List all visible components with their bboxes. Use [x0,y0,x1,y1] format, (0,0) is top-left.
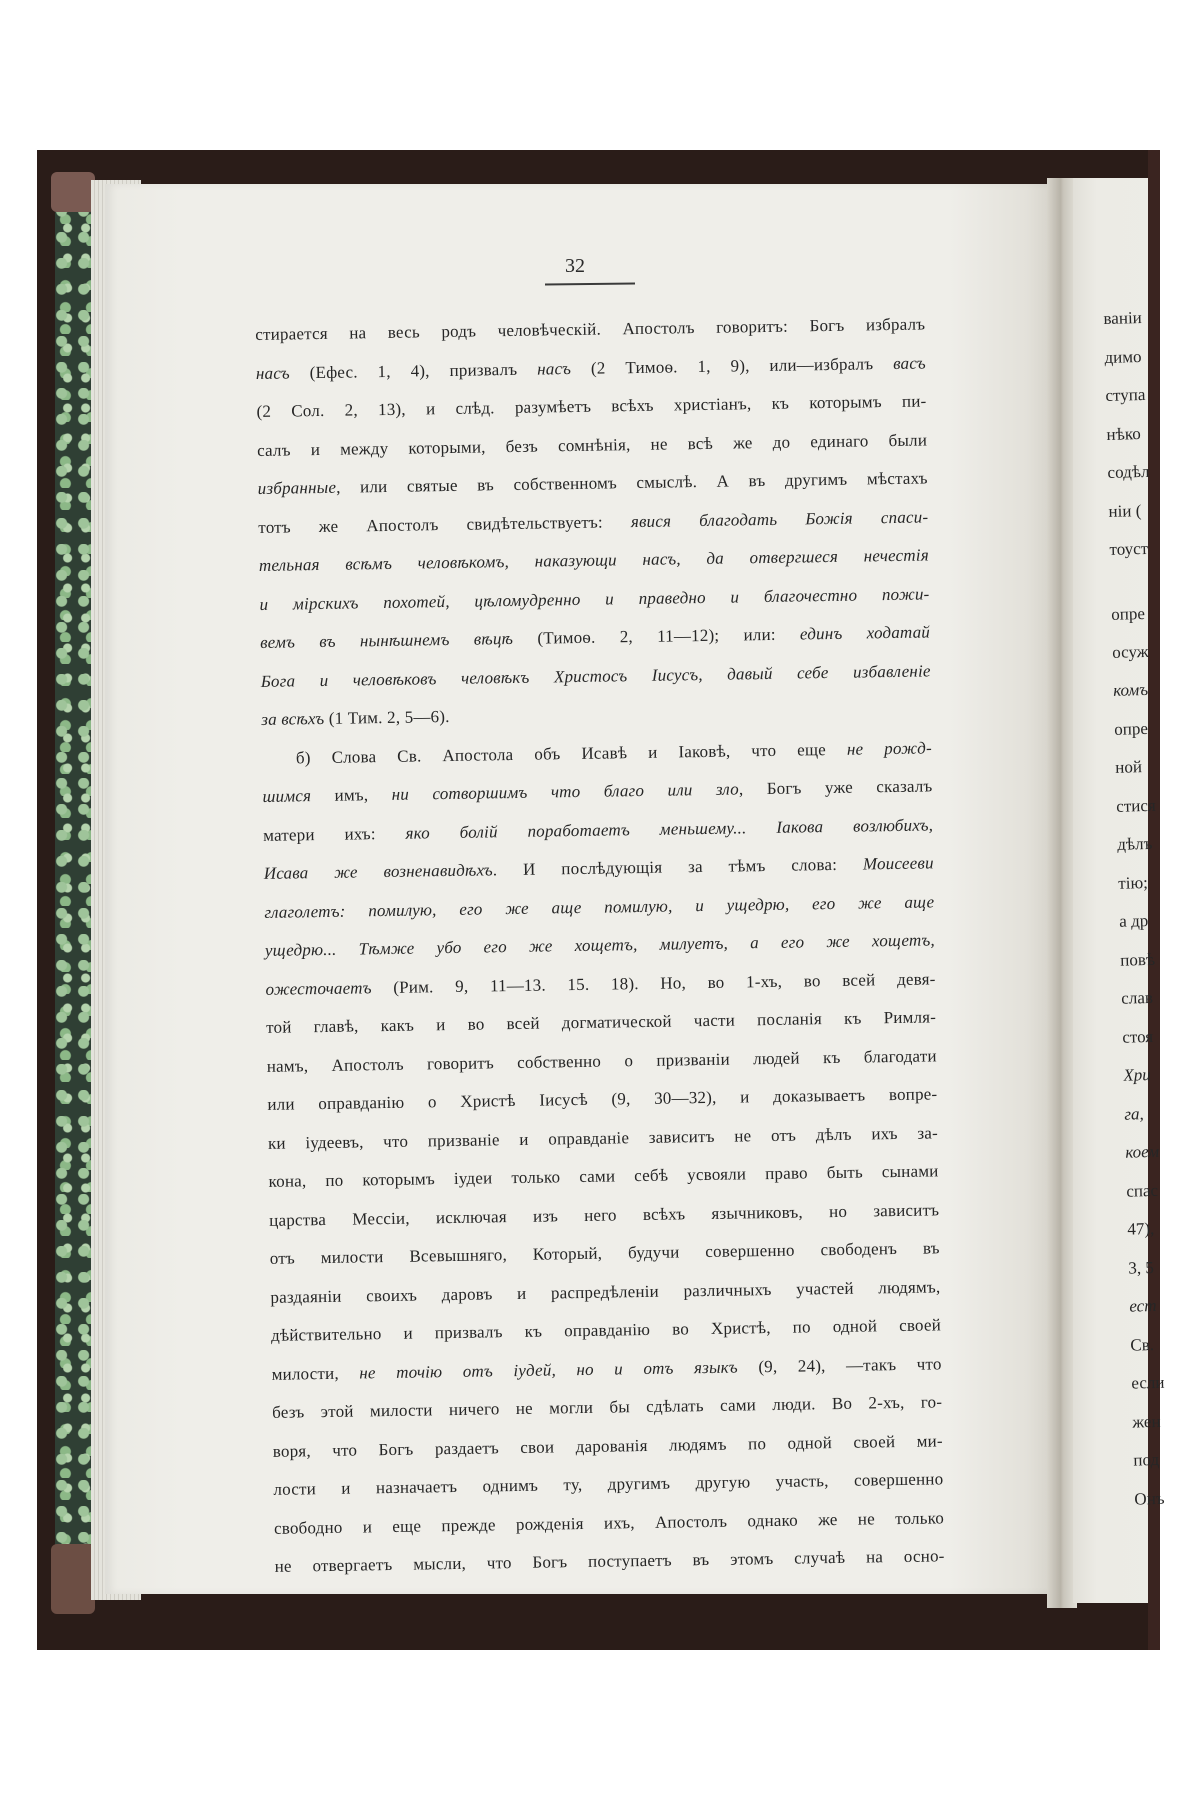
text-span: или оправданію о Христѣ Іисусѣ (9, 30—32), и доказываетъ вопре- [267,1084,938,1114]
text-span: отъ милости Всевышняго, Который, будучи совершенно свободенъ въ [269,1238,940,1268]
italic-quote: не рожд- [846,737,933,759]
italic-quote: шимся [262,786,312,806]
book-cover-corner-bottom [51,1544,95,1614]
fragment-line: опре [1113,718,1149,739]
text-span: тотъ же Апостолъ свидѣтельствуетъ: [258,511,632,537]
fragment-line: ніи ( [1108,500,1142,521]
text-span: салъ и между которыми, безъ сомнѣнія, не всѣ же до единаго были [256,429,928,460]
fragment-line: ной [1114,757,1143,777]
fragment-line: если [1131,1372,1165,1393]
text-span: б) Слова Св. Апостола объ Исавѣ и Іаковѣ, что еще [295,739,848,767]
italic-quote: избранные [257,477,337,498]
italic-quote: не точію отъ іудей, но и отъ языкъ [359,1357,739,1382]
text-span: безъ этой милости ничего не могли бы сдѣлать сами люди. Во 2-хъ, го- [272,1392,943,1422]
fragment-line: комъ [1112,679,1149,700]
text-span: , или святые въ собственномъ смыслѣ. А въ другимъ мѣстахъ [335,468,928,497]
fragment-line: содѣл [1107,461,1150,482]
fragment-line: стися [1115,795,1156,816]
text-span: (2 Тимоѳ. 1, 9), или—избралъ [570,353,894,378]
fragment-line: димо [1104,346,1142,367]
text-span: стирается на весь родъ человѣческій. Апостолъ говоритъ: Богъ избралъ [255,314,926,344]
fragment-line: дѣлъ [1117,833,1153,854]
text-span: матери ихъ: [263,823,406,845]
fragment-line: стоя [1122,1026,1154,1047]
italic-quote: ущедрю... Тѣмже убо его же хощетъ, милуетъ, а его же хощетъ, [264,930,936,960]
fragment-line: повѣ [1120,949,1156,970]
text-span: (9, 24), —такъ что [737,1353,942,1377]
italic-quote: ожесточаетъ [265,977,372,999]
text-span: той главѣ, какъ и во всей догматической части посланія къ Римля- [266,1007,937,1037]
fragment-line: 3, 5 [1128,1257,1155,1278]
text-span: имъ, [311,784,392,806]
fragment-line: га, [1124,1103,1144,1124]
text-span: свободно и еще прежде рожденія ихъ, Апостолъ однако же не только [273,1507,945,1538]
text-span: милости, [271,1362,360,1384]
text-span: ки іудеевъ, что призваніе и оправданіе зависитъ не отъ дѣлъ ихъ за- [267,1122,939,1153]
italic-quote: за всѣхъ [261,708,325,729]
italic-quote: и мірскихъ похотей, цѣломудренно и праведно и благочестно пожи- [259,583,930,614]
italic-quote: насъ [537,358,572,379]
text-span: кона, по которымъ іудеи только сами себѣ усвояли право быть сынами [268,1161,939,1191]
italic-quote: Исава же возненавидѣхъ [263,860,493,883]
fragment-line: Онъ [1134,1488,1165,1509]
fragment-line: жен [1132,1411,1161,1432]
text-span: (2 Сол. 2, 13), и слѣд. разумѣетъ всѣхъ христіанъ, къ которымъ пи- [256,391,927,421]
italic-quote: насъ [255,362,290,383]
text-span: (Тимоѳ. 2, 11—12); или: [512,624,801,648]
fragment-line: ест [1129,1295,1157,1316]
fragment-line: Св. [1130,1334,1155,1355]
fragment-line: ваніи [1103,307,1143,328]
fragment-line: нѣко [1106,423,1141,444]
italic-quote: Моисееви [862,853,934,874]
text-span: царства Мессіи, исключая изъ него всѣхъ язычниковъ, но зависитъ [269,1199,940,1230]
italic-quote: вемъ въ нынѣшнемъ вѣцѣ [259,628,514,652]
italic-quote: явися благодать Божія спаси- [630,506,929,531]
fragment-line: коем [1125,1141,1160,1162]
text-span: лости и назначаетъ однимъ ту, другимъ другую участь, совершенно [273,1469,944,1499]
italic-quote: васъ [892,352,926,373]
fragment-line: а др [1119,911,1149,931]
fragment-line: тію; [1118,872,1149,893]
italic-quote: единъ ходатай [799,622,931,644]
fragment-line: под [1133,1449,1160,1470]
text-span: намъ, Апостолъ говоритъ собственно о призваніи людей къ благодати [266,1045,937,1076]
fragment-line: ступа [1105,384,1146,405]
text-span: воря, что Богъ раздаетъ свои дарованія людямъ по одной своей ми- [272,1430,943,1461]
italic-quote: Бога и человѣковъ человѣкъ Христосъ Іисусъ, давый себе избавленіе [260,660,931,691]
italic-quote: ни сотворшимъ что благо или зло [391,779,740,804]
italic-quote: тельная всѣмъ человѣкомъ, наказующи насъ, да отвергшеся нечестія [258,545,929,575]
fragment-line: слав [1121,987,1154,1008]
fragment-line: опре [1110,603,1146,624]
italic-quote: яко болій поработаетъ меньшему... Іакова возлюбихъ, [405,814,934,843]
left-page-body-text [255,305,945,1586]
fragment-line: осуж [1111,641,1149,662]
italic-quote: глаголетъ: помилую, его же аще помилую, и ущедрю, его же аще [264,891,935,922]
page-number: 32 [565,255,585,277]
text-span: (Рим. 9, 11—13. 15. 18). Но, во 1-хъ, во всей девя- [371,968,936,997]
fragment-line: спас [1126,1180,1159,1201]
fragment-line: 47), [1127,1218,1155,1239]
text-span: (Ефес. 1, 4), призвалъ [289,359,538,382]
fragment-line: Хри [1123,1065,1151,1085]
text-span: . И послѣдующія за тѣмъ слова: [492,854,864,880]
text-span: не отвергаетъ мысли, что Богъ поступаетъ въ этомъ случаѣ на осно- [274,1546,945,1576]
text-span: дѣйствительно и призвалъ къ оправданію во Христѣ, по одной своей [270,1315,942,1345]
text-span: , Богъ уже сказалъ [738,776,933,799]
text-span: раздаяніи своихъ даровъ и распредѣленіи различныхъ участей людямъ, [270,1276,941,1307]
book-cover-left-marbled [55,180,93,1590]
fragment-line: тоуст [1109,538,1149,559]
text-span: (1 Тим. 2, 5—6). [324,706,450,728]
book-cover-corner-top [51,172,95,212]
